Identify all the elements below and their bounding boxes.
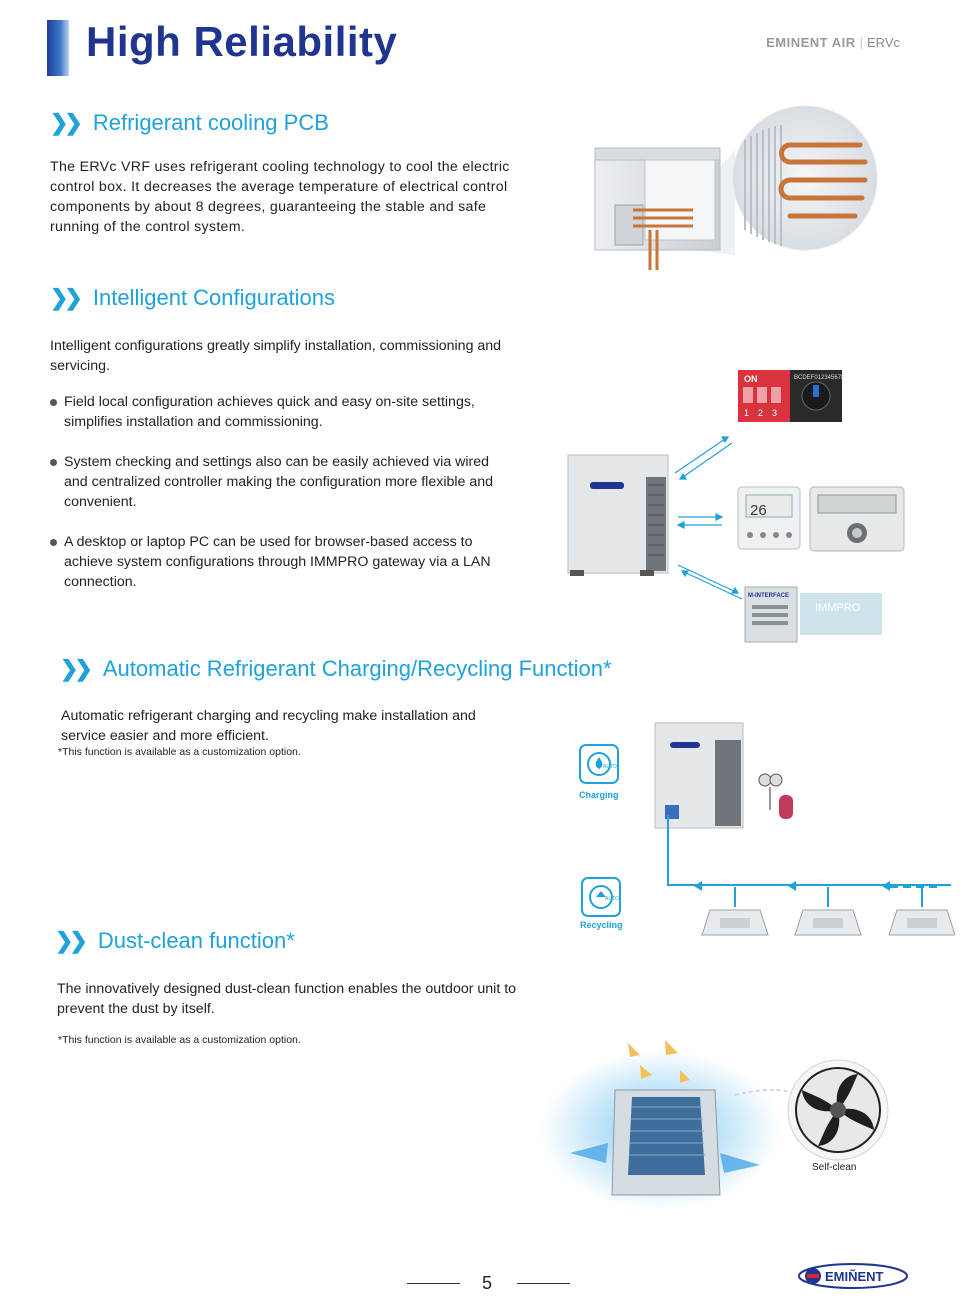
double-chevron-icon: ❯❯	[55, 928, 84, 953]
page-divider	[407, 1283, 460, 1284]
section-heading-config	[50, 285, 335, 311]
auto-label: AUTO	[603, 764, 617, 770]
brand-name: EMINENT AIR	[766, 35, 856, 50]
config-bullet-list	[50, 392, 502, 612]
section-title: Intelligent Configurations	[92, 285, 336, 310]
dip-on-label: ON	[744, 374, 758, 384]
dip-number: 1	[744, 408, 750, 418]
dust-clean-illustration	[520, 1035, 920, 1215]
double-chevron-icon: ❯❯	[50, 285, 79, 310]
title-accent-bar	[47, 20, 69, 76]
charging-label: Charging	[579, 790, 619, 800]
section-title: Refrigerant cooling PCB	[92, 110, 329, 135]
immpro-gateway	[800, 593, 882, 635]
page-number: 5	[482, 1273, 493, 1293]
double-chevron-icon: ❯❯	[60, 656, 89, 681]
section-heading-pcb	[50, 110, 329, 136]
configuration-illustration	[560, 365, 920, 650]
dust-note: *This function is available as a customization option.	[58, 1034, 301, 1046]
charging-description: Automatic refrigerant charging and recycling make installation and service easier and more efficient.	[61, 708, 476, 744]
page-divider	[517, 1283, 570, 1284]
logo-text: EMIÑENT	[825, 1269, 884, 1284]
pcb-illustration	[585, 100, 885, 275]
refrigerant-tank	[779, 795, 793, 819]
product-name: ERVc	[867, 35, 900, 50]
dip-number: 2	[758, 408, 764, 418]
auto-label: AUTO	[605, 896, 619, 902]
section-heading-charging	[60, 656, 612, 682]
recycling-label: Recycling	[580, 920, 623, 930]
pcb-description: The ERVc VRF uses refrigerant cooling technology to cool the electric control box. It decreases the average temperature of electrical control components by about 8 degrees, guaranteeing the stable and safe running of the control system.	[50, 159, 510, 235]
list-item: System checking and settings also can be easily achieved via wired and centralized controller making the configuration more flexible and convenient.	[50, 452, 502, 512]
section-heading-dust	[55, 928, 295, 954]
config-intro: Intelligent configurations greatly simplify installation, commissioning and servicing.	[50, 338, 502, 374]
page-title: High Reliability	[86, 18, 398, 65]
cassette-unit	[795, 910, 861, 935]
footer-logo	[797, 1262, 909, 1290]
list-item: A desktop or laptop PC can be used for browser-based access to achieve system configurations through IMMPRO gateway via a LAN connection.	[50, 532, 502, 592]
brand-label: EMINENT AIR | ERVc	[766, 35, 900, 50]
immpro-label: IMMPRO	[815, 602, 861, 614]
list-item: Field local configuration achieves quick and easy on-site settings, simplifies installation and commissioning.	[50, 392, 502, 432]
cassette-unit	[702, 910, 768, 935]
rotary-label: BCDEF012345678	[794, 375, 845, 381]
dip-number: 3	[772, 408, 778, 418]
charging-note: *This function is available as a customization option.	[58, 746, 301, 758]
interface-label: M-INTERFACE	[748, 593, 789, 599]
self-clean-label: Self-clean	[812, 1162, 857, 1173]
charging-illustration	[570, 715, 955, 945]
dust-description: The innovatively designed dust-clean function enables the outdoor unit to prevent the dust by itself.	[57, 981, 517, 1017]
double-chevron-icon: ❯❯	[50, 110, 79, 135]
section-title: Automatic Refrigerant Charging/Recycling Function*	[102, 656, 612, 681]
section-title: Dust-clean function*	[97, 928, 295, 953]
cassette-unit	[889, 910, 955, 935]
lcd-value: 26	[750, 502, 767, 519]
